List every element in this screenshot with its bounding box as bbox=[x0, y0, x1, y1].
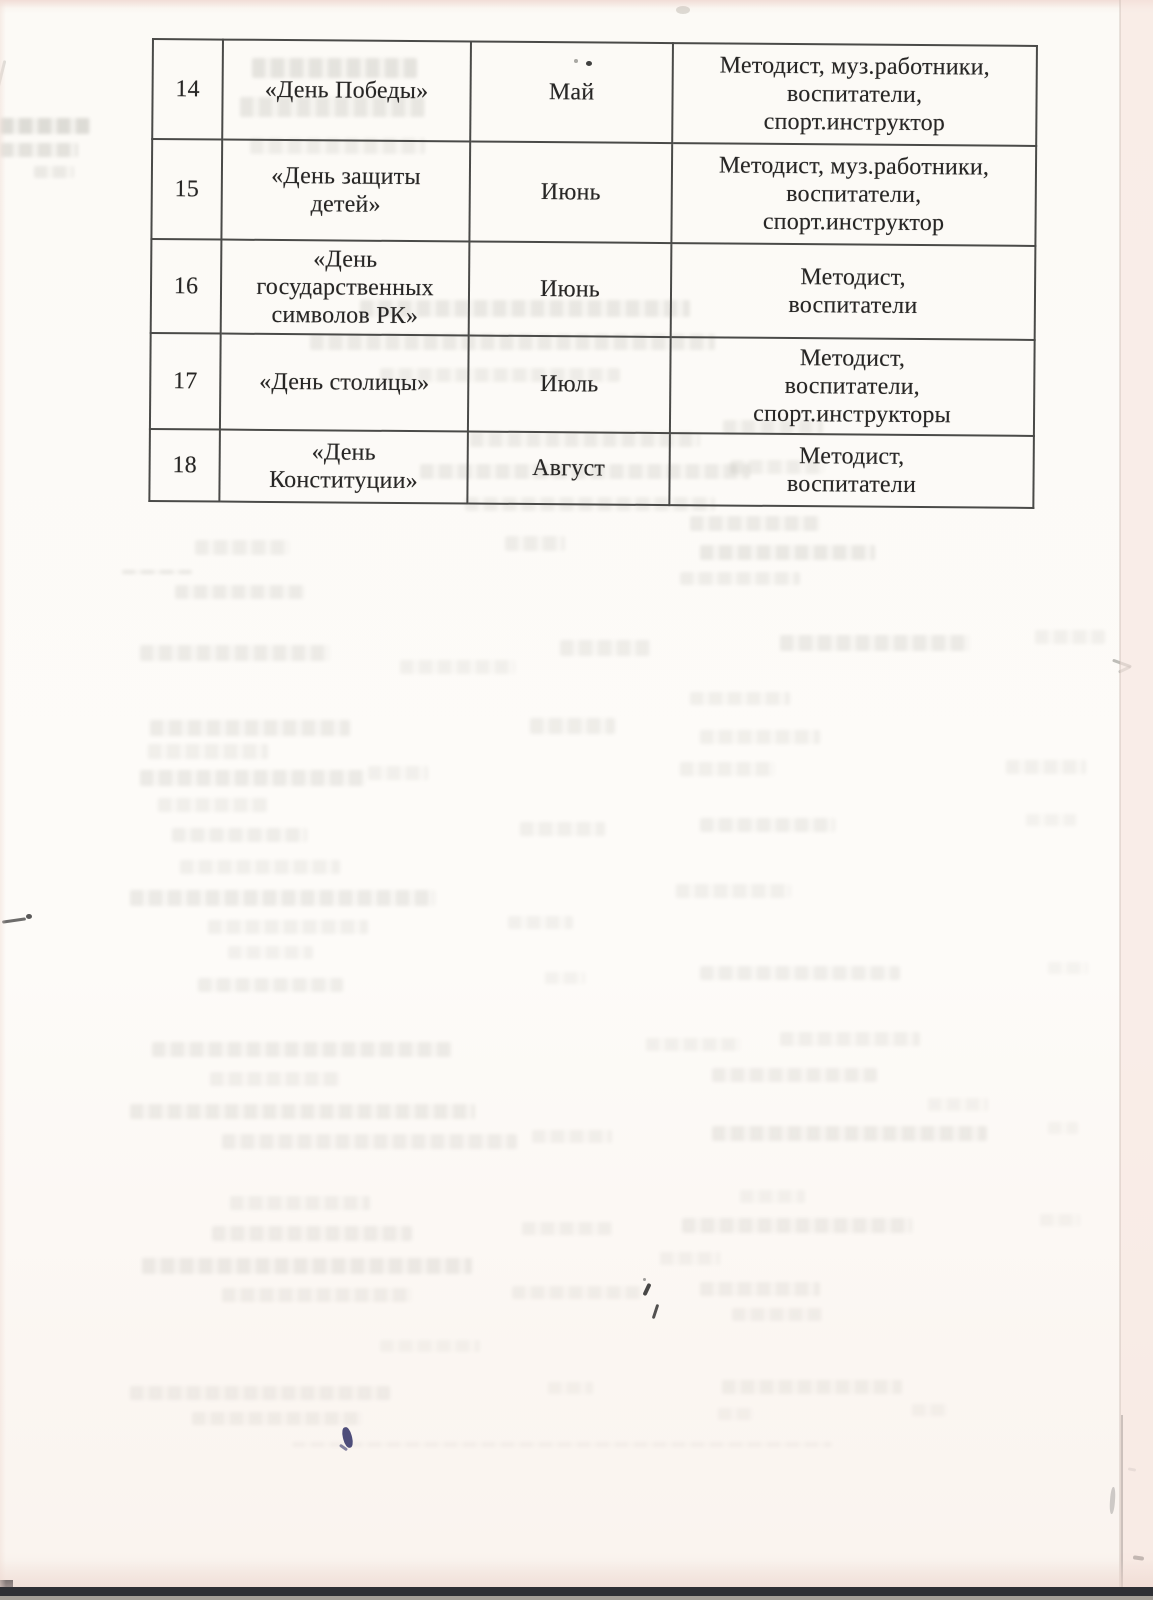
scan-corner-blob bbox=[0, 1580, 13, 1596]
cell-month: Май bbox=[470, 42, 673, 144]
pen-tick-a-dot bbox=[643, 1278, 646, 1281]
cell-event-name: «День защиты детей» bbox=[221, 140, 470, 242]
paper-speck-top bbox=[676, 6, 690, 14]
cell-month: Август bbox=[467, 431, 670, 505]
cell-event-name: «День Конституции» bbox=[219, 430, 468, 504]
smudge-right-edge-b bbox=[1118, 665, 1131, 673]
cell-responsible: Методист, воспитатели bbox=[671, 243, 1036, 340]
cell-month: Июнь bbox=[469, 241, 672, 337]
cell-number: 15 bbox=[151, 139, 222, 240]
ink-dot-faint bbox=[574, 59, 578, 63]
cell-responsible: Методист, муз.работники, воспитатели, спорт.инструктор bbox=[671, 143, 1036, 246]
cell-responsible: Методист, воспитатели, спорт.инструкторы bbox=[670, 337, 1035, 436]
cell-responsible: Методист, муз.работники, воспитатели, спорт.инструктор bbox=[672, 43, 1037, 146]
pen-tick-b bbox=[652, 1304, 659, 1319]
pen-dash-left-edge bbox=[2, 917, 26, 923]
scratch-top-left bbox=[0, 60, 6, 88]
cell-responsible: Методист, воспитатели bbox=[669, 433, 1034, 508]
cell-event-name: «День государственных символов РК» bbox=[221, 240, 470, 336]
cell-event-name: «День Победы» bbox=[222, 40, 471, 142]
cell-number: 18 bbox=[149, 429, 220, 502]
cell-month: Июль bbox=[468, 335, 671, 433]
pen-tick-a bbox=[642, 1283, 651, 1296]
cell-event-name: «День столицы» bbox=[220, 334, 469, 432]
pen-dot-left-edge bbox=[26, 914, 32, 919]
ink-dot bbox=[586, 61, 592, 66]
gray-dash-right bbox=[1128, 1467, 1136, 1471]
gray-squiggle-right bbox=[1109, 1487, 1116, 1514]
dark-dash-right-low bbox=[1133, 1555, 1144, 1560]
cell-number: 16 bbox=[151, 239, 222, 334]
cell-number: 14 bbox=[152, 39, 223, 140]
cell-number: 17 bbox=[150, 333, 221, 430]
cell-month: Июнь bbox=[469, 142, 672, 244]
